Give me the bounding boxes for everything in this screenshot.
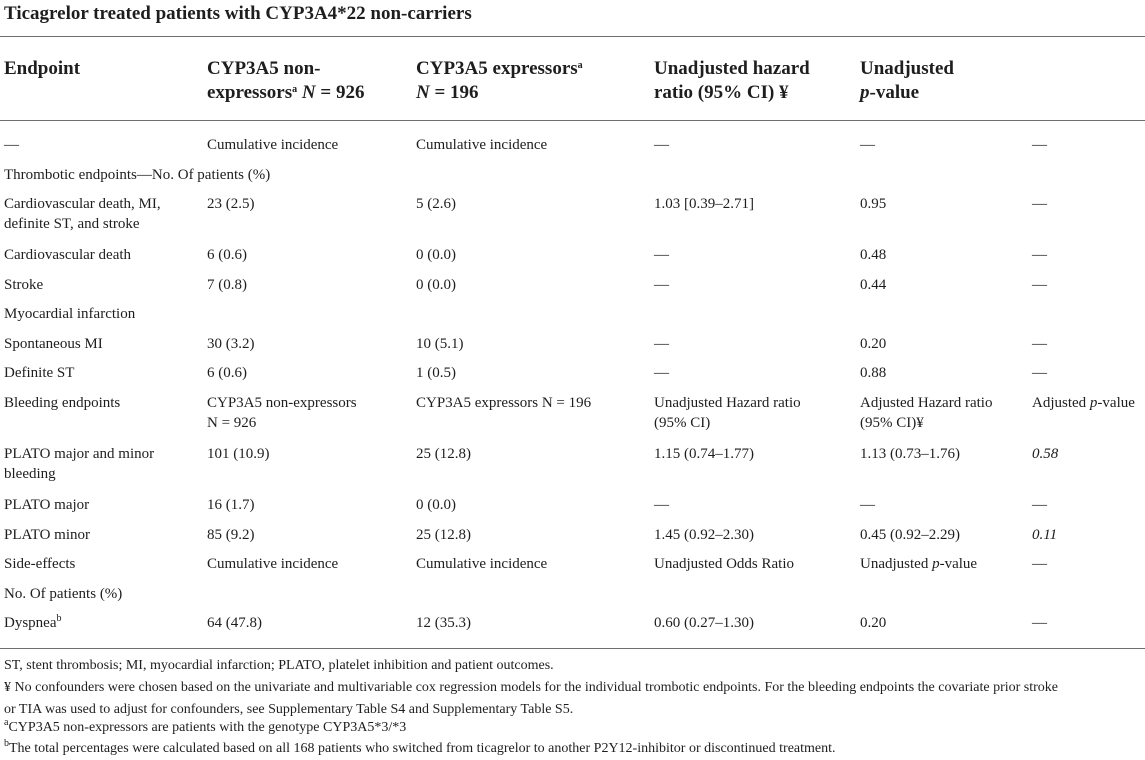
cell: —	[4, 137, 19, 153]
cell: 0.20	[860, 336, 887, 352]
cell: 6 (0.6)	[207, 365, 247, 381]
section-label-thrombotic: Thrombotic endpoints—No. Of patients (%)	[4, 167, 271, 183]
cell: Cumulative incidence	[416, 556, 548, 572]
cell: 0.45 (0.92–2.29)	[860, 527, 960, 543]
cell: 12 (35.3)	[416, 615, 471, 631]
cell: 5 (2.6)	[416, 196, 456, 212]
cell: Unadjusted p-value	[860, 556, 978, 572]
cell: PLATO minor	[4, 527, 90, 543]
cell: 10 (5.1)	[416, 336, 464, 352]
cell: —	[860, 497, 875, 513]
cell: Stroke	[4, 277, 44, 293]
cell: —	[654, 365, 669, 381]
cell: 0.95	[860, 196, 887, 212]
footnote-confounders: ¥ No confounders were chosen based on the univariate and multivariable cox regression models for the individual trombotic endpoints. For the bleeding endpoints the covariate prior stroke or TIA was used to adjust for confounders, see Supplementary Table S4 and Supplementary Table S5.	[4, 680, 1058, 717]
footnote-a: $^a$CYP3A5 non-expressors are patients with the genotype CYP3A5*3/*3	[4, 717, 407, 735]
cell: Bleeding endpoints	[4, 395, 121, 411]
cell: Unadjusted Hazard ratio (95% CI)	[654, 395, 801, 431]
cell: 0 (0.0)	[416, 497, 456, 513]
cell: 25 (12.8)	[416, 446, 471, 462]
cell: —	[654, 247, 669, 263]
cell: 0.11	[1032, 527, 1058, 543]
cell: 0 (0.0)	[416, 247, 456, 263]
header-p-value: Unadjusted p-value	[860, 58, 954, 103]
cell: 30 (3.2)	[207, 336, 255, 352]
cell: 1 (0.5)	[416, 365, 456, 381]
cell: 6 (0.6)	[207, 247, 247, 263]
cell: 0.58	[1032, 446, 1059, 462]
cell: 0.60 (0.27–1.30)	[654, 615, 754, 631]
cell: 1.45 (0.92–2.30)	[654, 527, 754, 543]
cell: 25 (12.8)	[416, 527, 471, 543]
cell: Cardiovascular death	[4, 247, 132, 263]
cell: —	[1032, 556, 1047, 572]
cell: —	[1032, 196, 1047, 212]
cell: CYP3A5 non-expressors N = 926	[207, 395, 357, 431]
cell: —	[654, 336, 669, 352]
cell: 0.44	[860, 277, 887, 293]
cell: 23 (2.5)	[207, 196, 255, 212]
footnote-b: $^b$The total percentages were calculated based on all 168 patients who switched from ticagrelor to another P2Y12-inhibitor or discontinued treatment.	[4, 738, 836, 756]
cell: —	[1032, 336, 1047, 352]
top-rule	[0, 36, 1145, 37]
cell: 0.48	[860, 247, 887, 263]
cell: —	[1032, 497, 1047, 513]
cell: PLATO major	[4, 497, 90, 513]
footnote-abbreviations: ST, stent thrombosis; MI, myocardial infarction; PLATO, platelet inhibition and patient outcomes.	[4, 658, 554, 673]
cell: 16 (1.7)	[207, 497, 255, 513]
cell: Adjusted p-value	[1032, 395, 1135, 411]
cell: Cumulative incidence	[207, 556, 339, 572]
cell: 1.15 (0.74–1.77)	[654, 446, 754, 462]
cell: Unadjusted Odds Ratio	[654, 556, 794, 572]
header-endpoint: Endpoint	[4, 58, 81, 79]
cell: Adjusted Hazard ratio (95% CI)¥	[860, 395, 993, 431]
header-expressors: CYP3A5 expressors$^a$ N = 196	[416, 58, 583, 103]
cell: PLATO major and minor bleeding	[4, 446, 155, 482]
cell: Side-effects	[4, 556, 76, 572]
cell: Cumulative incidence	[416, 137, 548, 153]
cell: Cumulative incidence	[207, 137, 339, 153]
cell: Definite ST	[4, 365, 75, 381]
cell: —	[1032, 137, 1047, 153]
cell: —	[860, 137, 875, 153]
table-title: Ticagrelor treated patients with CYP3A4*22 non-carriers	[4, 3, 472, 24]
cell: 0 (0.0)	[416, 277, 456, 293]
section-label-mi: Myocardial infarction	[4, 306, 136, 322]
cell: 0.88	[860, 365, 887, 381]
cell: —	[1032, 247, 1047, 263]
cell: Cardiovascular death, MI, definite ST, and stroke	[4, 196, 161, 232]
cell: 85 (9.2)	[207, 527, 255, 543]
header-non-expressors: CYP3A5 non- expressors$^a$ N = 926	[207, 58, 365, 103]
header-hazard-ratio: Unadjusted hazard ratio (95% CI) ¥	[654, 58, 810, 103]
cell: 101 (10.9)	[207, 446, 270, 462]
cell: —	[1032, 615, 1047, 631]
bottom-rule	[0, 648, 1145, 649]
cell: —	[654, 137, 669, 153]
section-label-patients: No. Of patients (%)	[4, 586, 123, 602]
cell: Dyspnea$^b$	[4, 613, 62, 631]
cell: —	[654, 497, 669, 513]
cell: Spontaneous MI	[4, 336, 103, 352]
cell: —	[1032, 365, 1047, 381]
header-rule	[0, 120, 1145, 121]
cell: 1.13 (0.73–1.76)	[860, 446, 960, 462]
cell: CYP3A5 expressors N = 196	[416, 395, 592, 411]
cell: —	[654, 277, 669, 293]
cell: 64 (47.8)	[207, 615, 262, 631]
cell: 0.20	[860, 615, 887, 631]
cell: —	[1032, 277, 1047, 293]
cell: 1.03 [0.39–2.71]	[654, 196, 754, 212]
cell: 7 (0.8)	[207, 277, 247, 293]
